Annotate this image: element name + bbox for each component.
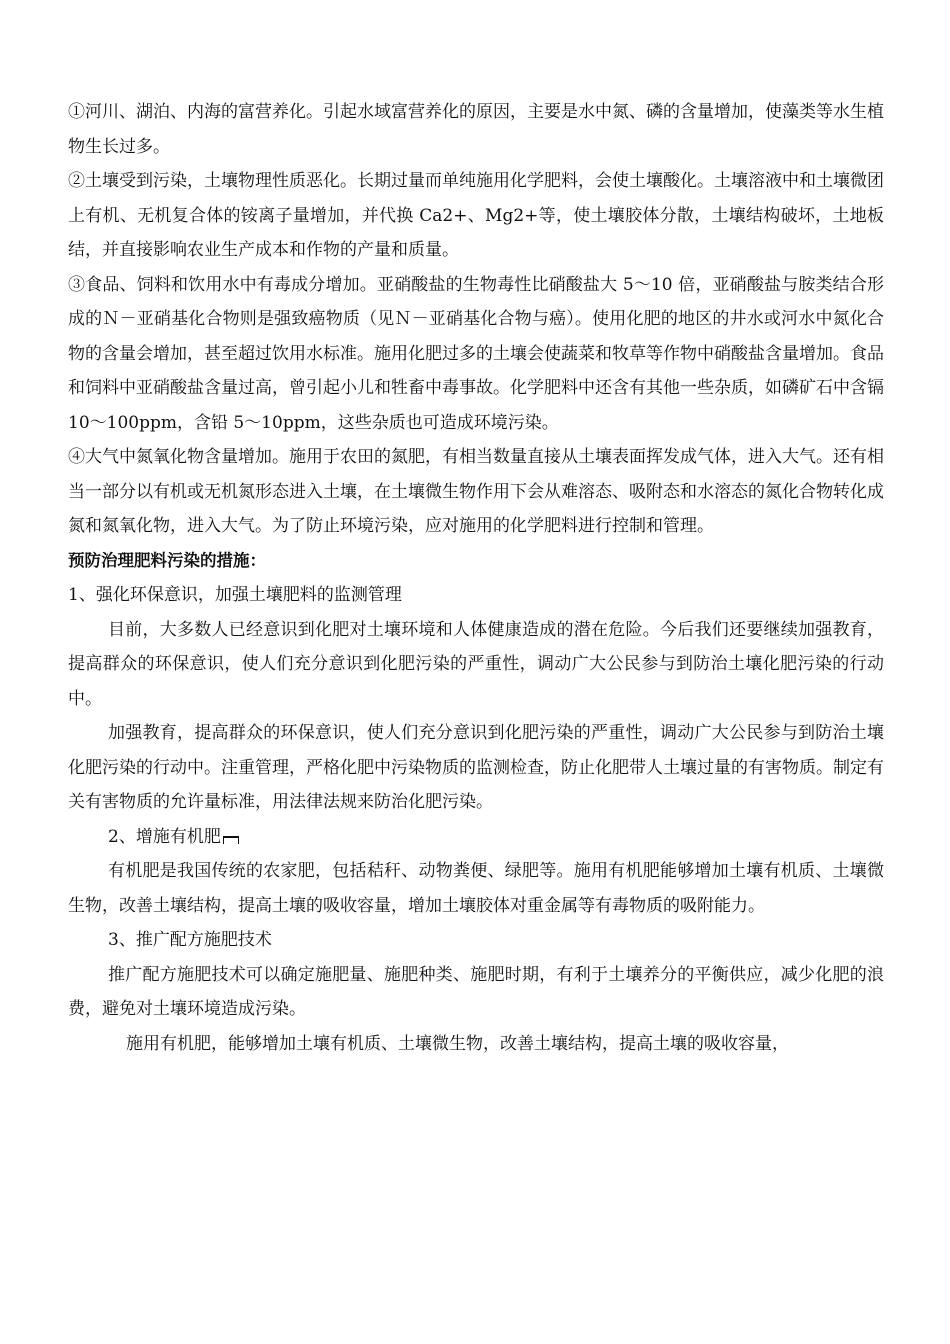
section-heading: 预防治理肥料污染的措施： <box>68 550 266 570</box>
item3-paragraph-1: 推广配方施肥技术可以确定施肥量、施肥种类、施肥时期，有利于土壤养分的平衡供应，减少化肥的浪费，避免对土壤环境造成污染。 <box>68 964 884 1019</box>
paragraph-mark-icon <box>223 836 239 844</box>
document-page <box>68 95 884 1061</box>
item2-paragraph-1: 有机肥是我国传统的农家肥，包括秸秆、动物粪便、绿肥等。施用有机肥能够增加土壤有机质、土壤微生物，改善土壤结构，提高土壤的吸收容量，增加土壤胶体对重金属等有毒物质的吸附能力。 <box>68 861 884 916</box>
item1-paragraph-1: 目前，大多数人已经意识到化肥对土壤环境和人体健康造成的潜在危险。今后我们还要继续加强教育，提高群众的环保意识，使人们充分意识到化肥污染的严重性，调动广大公民参与到防治土壤化肥污染的行动中。 <box>68 619 884 709</box>
item3-paragraph-2: 施用有机肥，能够增加土壤有机质、土壤微生物，改善土壤结构，提高土壤的吸收容量， <box>126 1033 789 1054</box>
item3-title: 3、推广配方施肥技术 <box>108 930 272 950</box>
paragraph-nitrogen-oxides: ④大气中氮氧化物含量增加。施用于农田的氮肥，有相当数量直接从土壤表面挥发成气体，进入大气。还有相当一部分以有机或无机氮形态进入土壤，在土壤微生物作用下会从难溶态、吸附态和水溶态的氮化合物转化成氮和氮氧化物，进入大气。为了防止环境污染，应对施用的化学肥料进行控制和管理。 <box>68 447 884 536</box>
paragraph-soil-pollution: ②土壤受到污染，土壤物理性质恶化。长期过量而单纯施用化学肥料，会使土壤酸化。土壤溶液中和土壤微团上有机、无机复合体的铵离子量增加，并代换 Ca2+、Mg2+等，使土壤胶体分散，土壤结构破坏，土地板结，并直接影响农业生产成本和作物的产量和质量。 <box>68 171 884 260</box>
paragraph-toxic-components: ③食品、饲料和饮用水中有毒成分增加。亚硝酸盐的生物毒性比硝酸盐大 5～10 倍，亚硝酸盐与胺类结合形成的Ｎ－亚硝基化合物则是强致癌物质（见Ｎ－亚硝基化合物与癌）。使用化肥的地区的井水或河水中氮化合物的含量会增加，甚至超过饮用水标准。施用化肥过多的土壤会使蔬菜和牧草等作物中硝酸盐含量增加。食品和饲料中亚硝酸盐含量过高，曾引起小儿和牲畜中毒事故。化学肥料中还含有其他一些杂质，如磷矿石中含镉 10～100ppm，含铅 5～10ppm，这些杂质也可造成环境污染。 <box>68 274 884 433</box>
item2-title-text: 2、增施有机肥 <box>108 826 221 847</box>
item1-paragraph-2: 加强教育，提高群众的环保意识，使人们充分意识到化肥污染的严重性，调动广大公民参与到防治土壤化肥污染的行动中。注重管理，严格化肥中污染物质的监测检查，防止化肥带人土壤过量的有害物质。制定有关有害物质的允许量标准，用法律法规来防治化肥污染。 <box>68 723 884 812</box>
item2-title <box>68 820 884 855</box>
paragraph-eutrophication: ①河川、湖泊、内海的富营养化。引起水域富营养化的原因，主要是水中氮、磷的含量增加，使藻类等水生植物生长过多。 <box>68 102 884 157</box>
item1-title: 1、强化环保意识，加强土壤肥料的监测管理 <box>68 585 402 605</box>
